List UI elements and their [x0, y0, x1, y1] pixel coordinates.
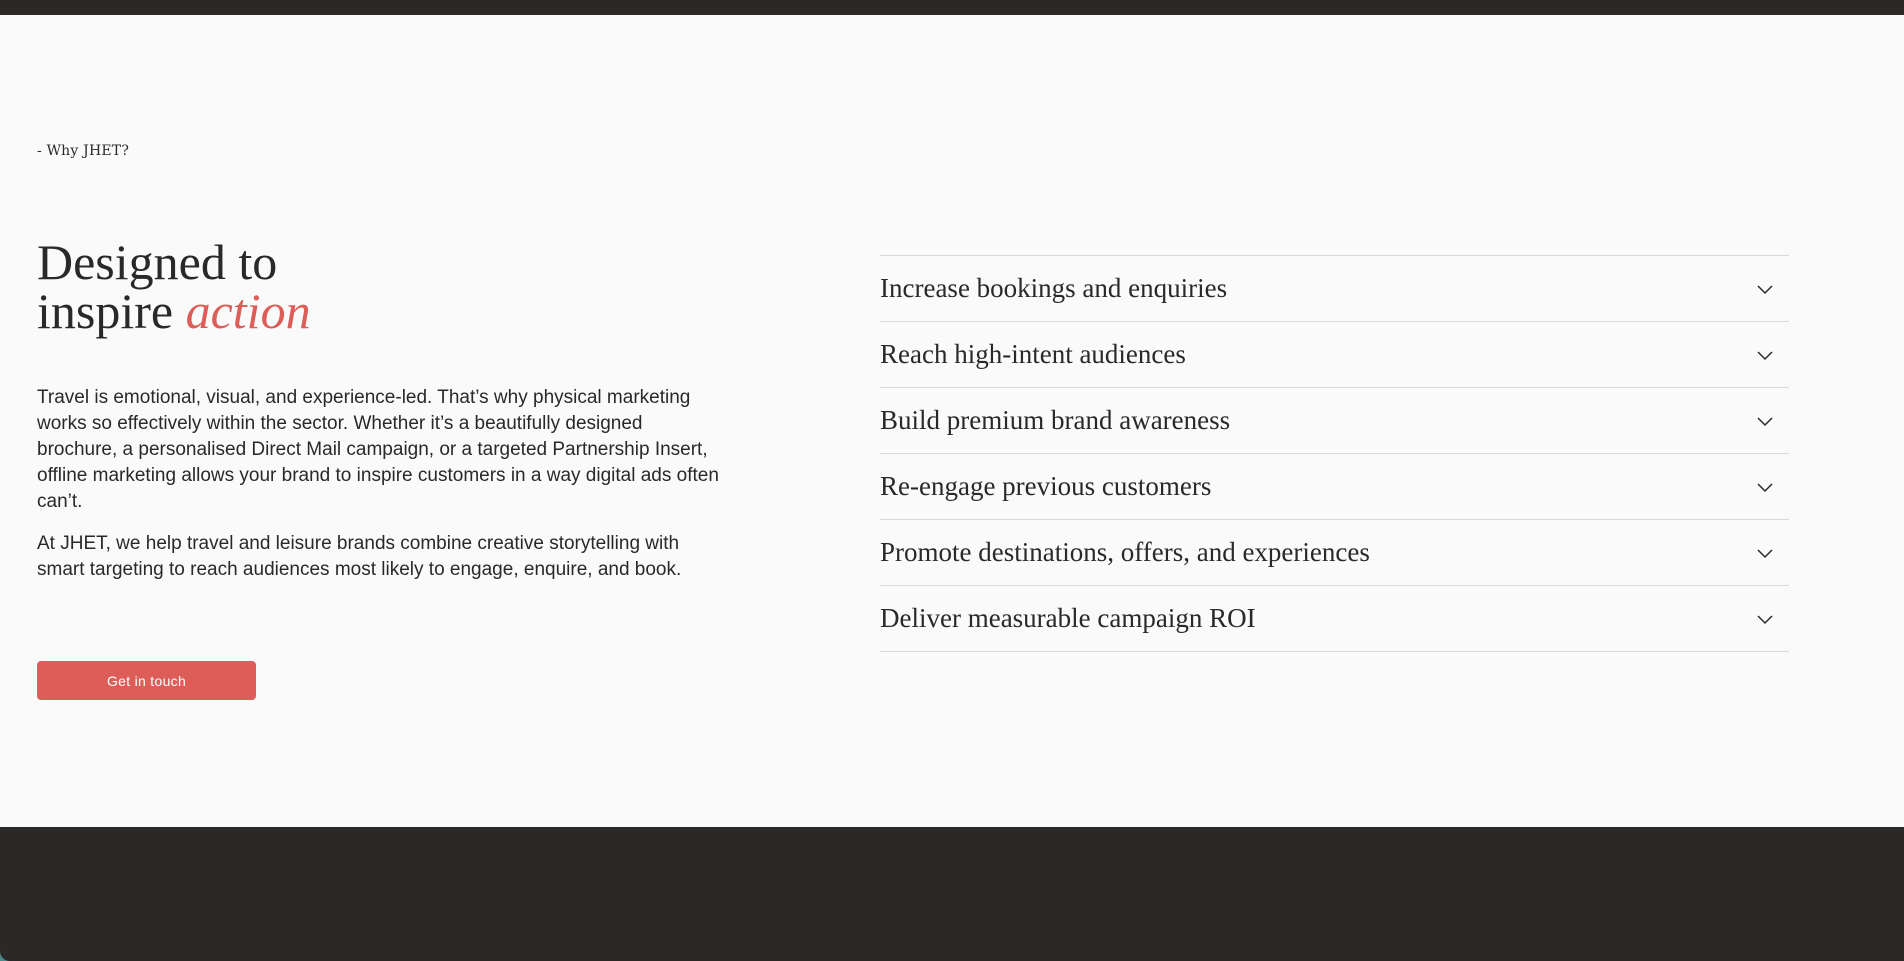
accordion-item-label: Re-engage previous customers	[880, 471, 1212, 501]
headline-line-2: inspire	[37, 283, 174, 339]
accordion-item-label: Build premium brand awareness	[880, 405, 1231, 435]
body-paragraph-2: At JHET, we help travel and leisure brands combine creative storytelling with smart targeting to reach audiences most likely to engage, enquire, and book.	[37, 533, 682, 580]
accordion-item-label: Increase bookings and enquiries	[880, 273, 1228, 303]
benefits-accordion	[880, 255, 1789, 652]
chevron-down-icon	[1755, 609, 1775, 629]
section-eyebrow: - Why JHET?	[37, 143, 130, 159]
corner-accent	[0, 951, 10, 961]
headline-accent: action	[185, 283, 311, 339]
accordion-item[interactable]	[880, 388, 1789, 454]
chevron-down-icon	[1755, 279, 1775, 299]
chevron-down-icon	[1755, 477, 1775, 497]
chevron-down-icon	[1755, 411, 1775, 431]
accordion-item[interactable]	[880, 322, 1789, 388]
accordion-item[interactable]	[880, 454, 1789, 520]
chevron-down-icon	[1755, 345, 1775, 365]
accordion-item[interactable]	[880, 256, 1789, 322]
accordion-item-label: Promote destinations, offers, and experiences	[880, 537, 1370, 567]
accordion-item-label: Reach high-intent audiences	[880, 339, 1186, 369]
accordion-item[interactable]	[880, 586, 1789, 652]
top-bar	[0, 0, 1904, 15]
accordion-item-label: Deliver measurable campaign ROI	[880, 603, 1256, 633]
section-body	[37, 385, 727, 599]
footer-band	[0, 827, 1904, 961]
accordion-item[interactable]	[880, 520, 1789, 586]
get-in-touch-button[interactable]: Get in touch	[37, 661, 256, 700]
section-headline	[37, 234, 637, 339]
body-paragraph-1: Travel is emotional, visual, and experience-led. That’s why physical marketing works so effectively within the sector. Whether it’s a beautifully designed brochure, a personalised Direct Mail campaign, or a targeted Partnership Insert, offline marketing allows your brand to inspire customers in a way digital ads often can’t.	[37, 387, 719, 512]
chevron-down-icon	[1755, 543, 1775, 563]
headline-line-1: Designed to	[37, 234, 278, 290]
